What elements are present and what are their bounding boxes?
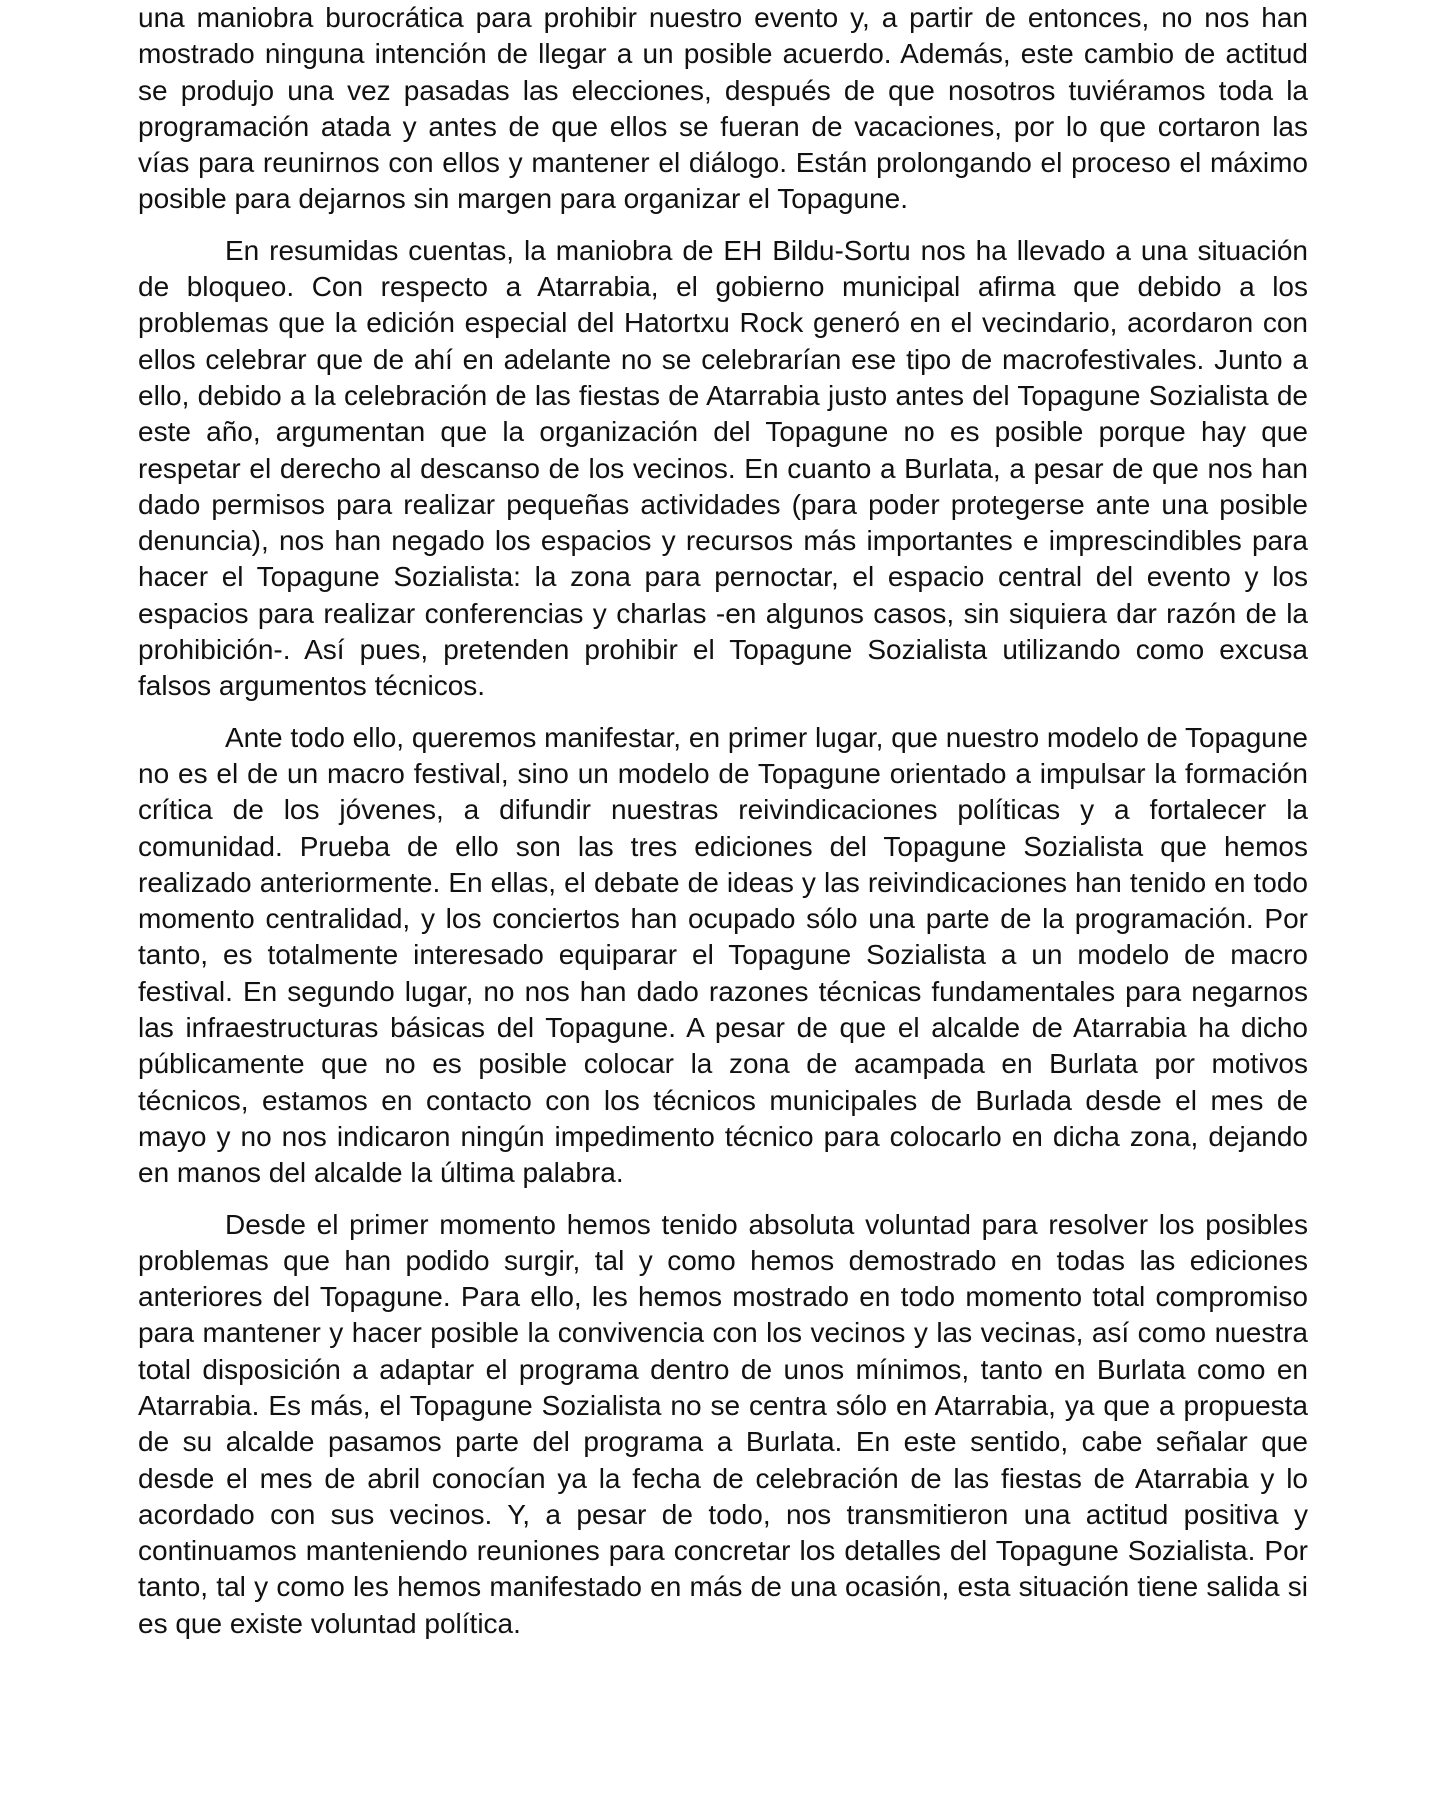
paragraph-3: Ante todo ello, queremos manifestar, en primer lugar, que nuestro modelo de Topagune no es el de un macro festival, sino un modelo de Topagune orientado a impulsar la formación crítica de los jóvenes, a difundir nuestras reivindicaciones políticas y a fortalecer la comunidad. Prueba de ello son las tres ediciones del Topagune Sozialista que hemos realizado anteriormente. En ellas, el debate de ideas y las reivindicaciones han tenido en todo momento centralidad, y los conciertos han ocupado sólo una parte de la programación. Por tanto, es totalmente interesado equiparar el Topagune Sozialista a un modelo de macro festival. En segundo lugar, no nos han dado razones técnicas fundamentales para negarnos las infraestructuras básicas del Topagune. A pesar de que el alcalde de Atarrabia ha dicho públicamente que no es posible colocar la zona de acampada en Burlata por motivos técnicos, estamos en contacto con los técnicos municipales de Burlada desde el mes de mayo y no nos indicaron ningún impedimento técnico para colocarlo en dicha zona, dejando en manos del alcalde la última palabra.	[138, 721, 1308, 1189]
document-page	[138, 0, 1308, 1642]
paragraph-1: una maniobra burocrática para prohibir nuestro evento y, a partir de entonces, no nos han mostrado ninguna intención de llegar a un posible acuerdo. Además, este cambio de actitud se produjo una vez pasadas las elecciones, después de que nosotros tuviéramos toda la programación atada y antes de que ellos se fueran de vacaciones, por lo que cortaron las vías para reunirnos con ellos y mantener el diálogo. Están prolongando el proceso el máximo posible para dejarnos sin margen para organizar el Topagune.	[138, 2, 1308, 215]
paragraph-2: En resumidas cuentas, la maniobra de EH Bildu-Sortu nos ha llevado a una situación de bloqueo. Con respecto a Atarrabia, el gobierno municipal afirma que debido a los problemas que la edición especial del Hatortxu Rock generó en el vecindario, acordaron con ellos celebrar que de ahí en adelante no se celebrarían ese tipo de macrofestivales. Junto a ello, debido a la celebración de las fiestas de Atarrabia justo antes del Topagune Sozialista de este año, argumentan que la organización del Topagune no es posible porque hay que respetar el derecho al descanso de los vecinos. En cuanto a Burlata, a pesar de que nos han dado permisos para realizar pequeñas actividades (para poder protegerse ante una posible denuncia), nos han negado los espacios y recursos más importantes e imprescindibles para hacer el Topagune Sozialista: la zona para pernoctar, el espacio central del evento y los espacios para realizar conferencias y charlas -en algunos casos, sin siquiera dar razón de la prohibición-. Así pues, pretenden prohibir el Topagune Sozialista utilizando como excusa falsos argumentos técnicos.	[138, 234, 1308, 702]
paragraph-4: Desde el primer momento hemos tenido absoluta voluntad para resolver los posibles problemas que han podido surgir, tal y como hemos demostrado en todas las ediciones anteriores del Topagune. Para ello, les hemos mostrado en todo momento total compromiso para mantener y hacer posible la convivencia con los vecinos y las vecinas, así como nuestra total disposición a adaptar el programa dentro de unos mínimos, tanto en Burlata como en Atarrabia. Es más, el Topagune Sozialista no se centra sólo en Atarrabia, ya que a propuesta de su alcalde pasamos parte del programa a Burlata. En este sentido, cabe señalar que desde el mes de abril conocían ya la fecha de celebración de las fiestas de Atarrabia y lo acordado con sus vecinos. Y, a pesar de todo, nos transmitieron una actitud positiva y continuamos manteniendo reuniones para concretar los detalles del Topagune Sozialista. Por tanto, tal y como les hemos manifestado en más de una ocasión, esta situación tiene salida si es que existe voluntad política.	[138, 1208, 1308, 1639]
